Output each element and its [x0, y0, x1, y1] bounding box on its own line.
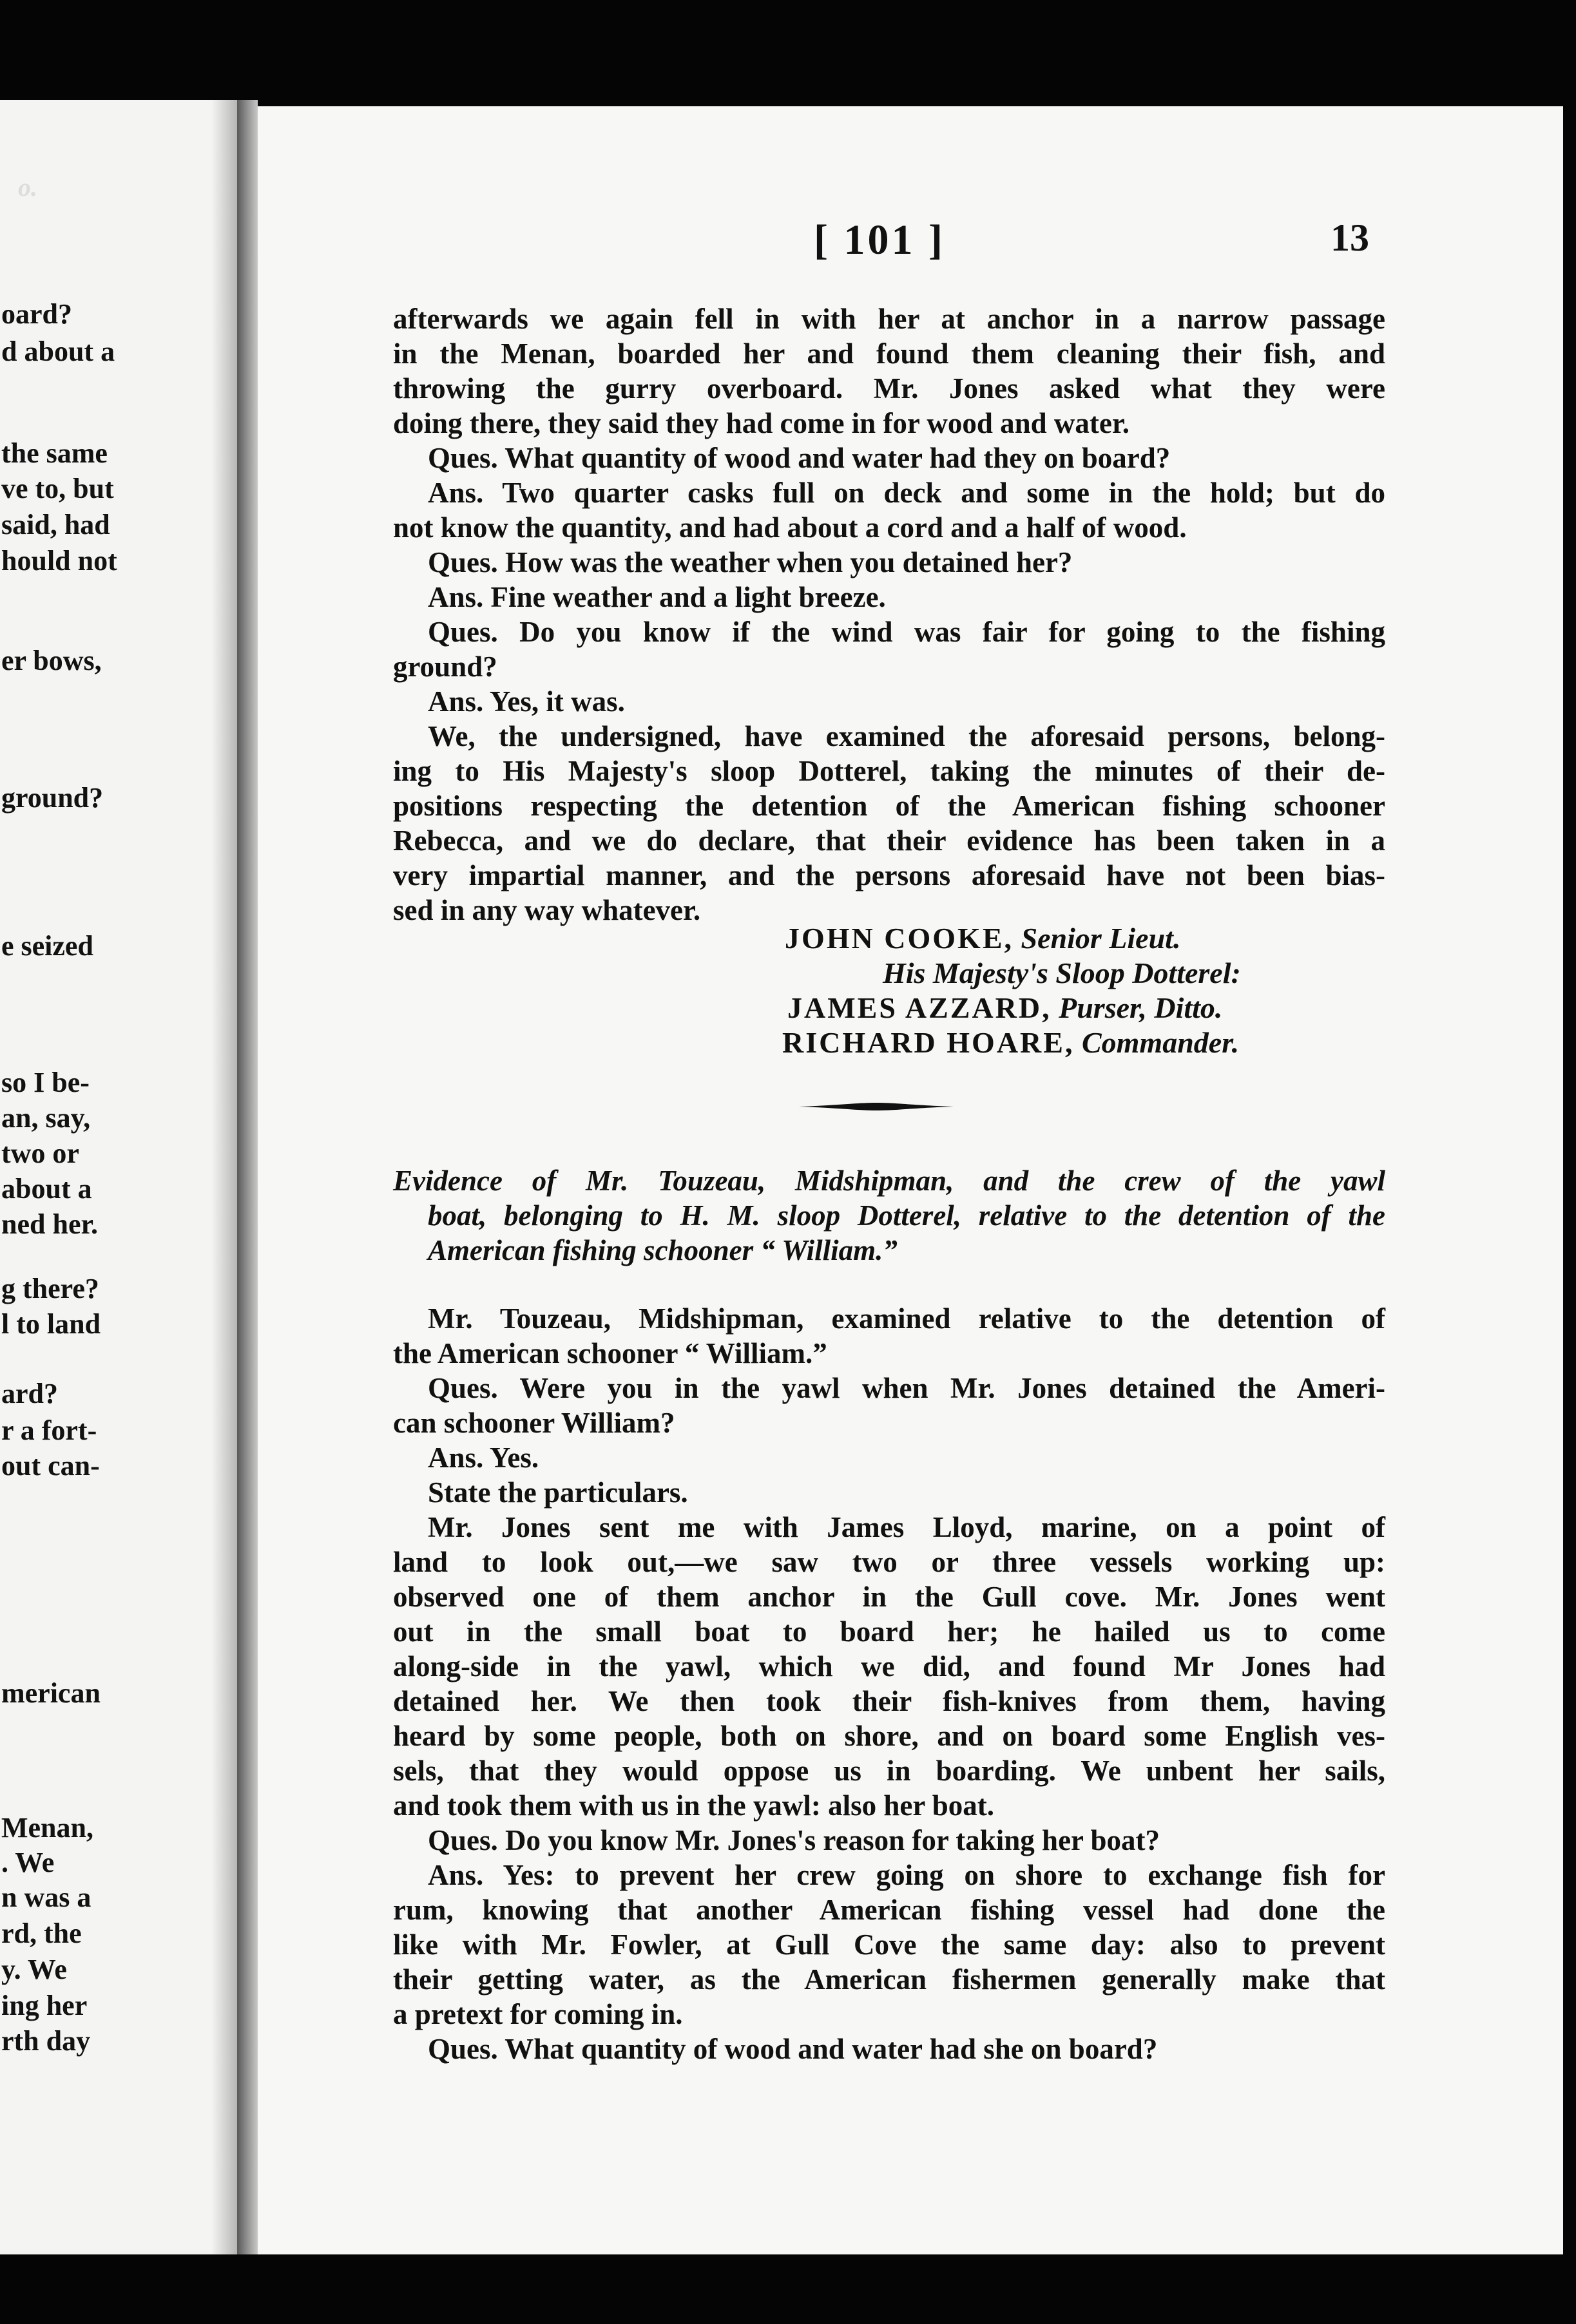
text-line: Ans. Yes, it was. [428, 685, 625, 718]
text-line: Ans. Two quarter casks full on deck and some in the hold; but do [428, 477, 1385, 509]
left-page-line: hould not [1, 545, 117, 576]
left-page-corner-mark: o. [18, 173, 37, 202]
text-line: Ques. How was the weather when you detained her? [428, 546, 1073, 578]
left-page-line: so I be- [1, 1067, 90, 1098]
signature-line [782, 1025, 1239, 1060]
left-page-line: an, say, [1, 1102, 91, 1134]
left-page-line: er bows, [1, 645, 102, 676]
left-page-line: two or [1, 1138, 79, 1169]
text-line: land to look out,—we saw two or three vessels working up: [393, 1546, 1385, 1578]
text-line: ground? [393, 651, 497, 683]
text-line: sed in any way whatever. [393, 894, 701, 926]
text-line: their getting water, as the American fishermen generally make that [393, 1963, 1385, 1995]
text-line: ing to His Majesty's sloop Dotterel, taking the minutes of their de- [393, 755, 1385, 787]
page-number: [ 101 ] [814, 216, 945, 263]
text-line: doing there, they said they had come in for wood and water. [393, 407, 1129, 439]
text-line: Mr. Touzeau, Midshipman, examined relative to the detention of [428, 1302, 1385, 1335]
left-page-line: n was a [1, 1881, 91, 1913]
text-line: Ques. Were you in the yawl when Mr. Jones detained the Ameri- [428, 1372, 1385, 1404]
left-page-line: the same [1, 437, 108, 469]
text-line: not know the quantity, and had about a cord and a half of wood. [393, 511, 1187, 544]
text-line: a pretext for coming in. [393, 1998, 683, 2030]
text-line: Ques. Do you know Mr. Jones's reason for taking her boat? [428, 1824, 1160, 1856]
text-line: the American schooner “ William.” [393, 1337, 827, 1369]
text-line: afterwards we again fell in with her at anchor in a narrow passage [393, 303, 1385, 335]
text-line: Ans. Yes: to prevent her crew going on shore to exchange fish for [428, 1859, 1385, 1891]
book-gutter [237, 100, 258, 2254]
heading-line: Evidence of Mr. Touzeau, Midshipman, and the crew of the yawl [393, 1165, 1385, 1197]
section-divider-rule [799, 1103, 954, 1110]
signatory-title: His Majesty's Sloop Dotterel: [883, 957, 1241, 989]
signature-number: 13 [1331, 216, 1369, 259]
signature-line [883, 956, 1241, 991]
left-page-line: Menan, [1, 1812, 93, 1843]
text-line: throwing the gurry overboard. Mr. Jones asked what they were [393, 372, 1385, 405]
left-page-line: oard? [1, 298, 72, 330]
text-line: Rebecca, and we do declare, that their evidence has been taken in a [393, 824, 1385, 857]
text-line: Ques. What quantity of wood and water had she on board? [428, 2033, 1158, 2065]
text-line: sels, that they would oppose us in boarding. We unbent her sails, [393, 1755, 1385, 1787]
text-line: positions respecting the detention of the American fishing schooner [393, 790, 1385, 822]
left-page-line: g there? [1, 1273, 99, 1304]
text-line: Mr. Jones sent me with James Lloyd, marine, on a point of [428, 1511, 1385, 1543]
text-line: We, the undersigned, have examined the aforesaid persons, belong- [428, 720, 1385, 752]
left-page-line: out can- [1, 1450, 100, 1481]
text-line: out in the small boat to board her; he hailed us to come [393, 1615, 1385, 1648]
text-line: Ques. Do you know if the wind was fair for going to the fishing [428, 616, 1385, 648]
text-line: and took them with us in the yawl: also her boat. [393, 1789, 995, 1822]
left-page-line: ground? [1, 782, 104, 814]
text-line: Ques. What quantity of wood and water had they on board? [428, 442, 1171, 474]
text-line: detained her. We then took their fish-knives from them, having [393, 1685, 1385, 1717]
left-page-line: rth day [1, 2025, 91, 2057]
text-line: along-side in the yawl, which we did, and found Mr Jones had [393, 1650, 1385, 1682]
left-page-line: y. We [1, 1954, 67, 1985]
text-line: can schooner William? [393, 1407, 675, 1439]
left-page-line: ard? [1, 1378, 58, 1409]
text-line: in the Menan, boarded her and found them cleaning their fish, and [393, 338, 1385, 370]
left-page-line: ned her. [1, 1208, 98, 1240]
left-page-line: ing her [1, 1990, 88, 2021]
left-page-line: d about a [1, 336, 115, 367]
text-line: very impartial manner, and the persons aforesaid have not been bias- [393, 859, 1385, 891]
signatory-name: JOHN COOKE, [785, 922, 1014, 955]
left-page-line: rd, the [1, 1918, 82, 1949]
text-line: rum, knowing that another American fishing vessel had done the [393, 1894, 1385, 1926]
signatory-name: RICHARD HOARE, [782, 1026, 1075, 1059]
heading-line: boat, belonging to H. M. sloop Dotterel, relative to the detention of the [428, 1199, 1385, 1232]
text-line: State the particulars. [428, 1476, 688, 1509]
signatory-title: Senior Lieut. [1021, 922, 1181, 955]
left-page-fragment [0, 100, 237, 2254]
signatory-name: JAMES AZZARD, [787, 991, 1052, 1024]
text-line: observed one of them anchor in the Gull cove. Mr. Jones went [393, 1581, 1385, 1613]
left-page-line: l to land [1, 1308, 101, 1340]
text-line: Ans. Fine weather and a light breeze. [428, 581, 886, 613]
left-page-line: . We [1, 1847, 55, 1878]
left-page-line: merican [1, 1677, 101, 1709]
text-line: Ans. Yes. [428, 1442, 539, 1474]
left-page-line: said, had [1, 509, 110, 540]
signature-line [785, 921, 1180, 956]
left-page-line: e seized [1, 930, 93, 962]
signatory-title: Purser, Ditto. [1059, 991, 1223, 1024]
heading-line: American fishing schooner “ William.” [428, 1234, 898, 1266]
signature-line [787, 991, 1222, 1025]
left-page-line: ve to, but [1, 473, 114, 504]
text-line: heard by some people, both on shore, and on board some English ves- [393, 1720, 1385, 1752]
left-page-line: about a [1, 1173, 92, 1205]
text-line: like with Mr. Fowler, at Gull Cove the same day: also to prevent [393, 1929, 1385, 1961]
left-page-line: r a fort- [1, 1414, 97, 1446]
signatory-title: Commander. [1081, 1026, 1240, 1059]
